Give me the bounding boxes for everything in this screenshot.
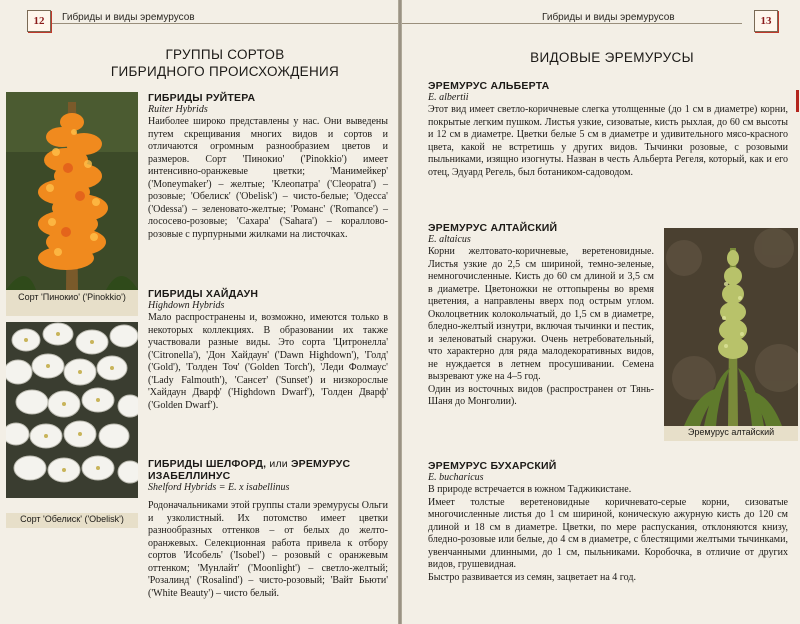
section-heading: ЭРЕМУРУС БУХАРСКИЙ bbox=[428, 460, 557, 472]
left-page bbox=[0, 0, 398, 624]
body-text: Имеет толстые веретеновидные коричневато-серые корни, сизоватые многочисленные листья до 1 см шириной, коническую ажурную кисть до 120 см длиной и 18 см в диаметре. Цветки, по мере распускания, отклоняются книзу, бледно-розовые или белые, до 4 см в диаметре, с блестящими желтыми тычинками, увенчанными длинными, до 1 см, пыльниками. Коробочка, в отличие от других видов, грушевидная. bbox=[428, 496, 788, 570]
section-heading: ЭРЕМУРУС АЛТАЙСКИЙ bbox=[428, 222, 558, 234]
header-rule bbox=[52, 23, 398, 24]
page-number: 13 bbox=[754, 10, 778, 32]
ruiter-section bbox=[148, 92, 388, 241]
caption-altai: Эремурус алтайский bbox=[664, 426, 798, 441]
heading-part: ЭРЕМУРУС ИЗАБЕЛЛИНУС bbox=[148, 458, 351, 482]
highdaun-section bbox=[148, 288, 388, 412]
latin-name: E. albertii bbox=[428, 92, 469, 103]
latin-name: Shelford Hybrids = E. x isabellinus bbox=[148, 482, 290, 493]
heading-part: ГИБРИДЫ ШЕЛФОРД, bbox=[148, 458, 267, 470]
shelford-section bbox=[148, 458, 388, 494]
page-number: 12 bbox=[27, 10, 51, 32]
latin-name: Ruiter Hybrids bbox=[148, 104, 208, 115]
latin-name: E. altaicus bbox=[428, 234, 471, 245]
body-text: Наиболее широко представлены у нас. Они выведены путем скрещивания многих видов и сортов и отличаются огромным разнообразием цветов и размеров. Сорт 'Пинокио' ('Pinokkio') имеет интенсивно-оранжевые цветки; 'Манимейкер' ('Moneymaker') – желтые; 'Клеопатра' ('Cleopatra') – розовые; 'Обелиск' ('Obelisk') – чисто-белые; 'Одесса' ('Odessa') – зеленовато-желтые; 'Романс' ('Romance') – лососево-розовые; 'Сахара' ('Sahara') – кораллово-розовые с пурпурными жилками на листочках. bbox=[148, 116, 388, 240]
shelford-text-wrap bbox=[148, 500, 388, 600]
heading-connector: или bbox=[269, 458, 288, 470]
running-head: Гибриды и виды эремурусов bbox=[62, 12, 195, 23]
section-heading: ГИБРИДЫ ХАЙДАУН bbox=[148, 288, 259, 300]
running-head: Гибриды и виды эремурусов bbox=[542, 12, 675, 23]
body-text: Этот вид имеет светло-коричневые слегка утолщенные (до 1 см в диаметре) корни, покрытые легким пушком. Листья узкие, сизоватые, кисть рыхлая, до 60 см высоты и 12 см в диаметре. Цветки белые 5 см в диаметре и удивительного мясо-красного цвета, какой не встретишь у других видов. Тычинки розовые, с розовыми пыльниками, изящно изогнуты. Назван в честь Альберта Регеля, который, как и его отец, Эдуард Регель, был ботаником-садоводом. bbox=[428, 104, 788, 178]
right-page-header bbox=[402, 8, 800, 30]
flower-image-orange bbox=[6, 92, 138, 290]
caption-obelisk: Сорт 'Обелиск' ('Obelisk') bbox=[6, 513, 138, 528]
latin-name: Highdown Hybrids bbox=[148, 300, 225, 311]
body-text: Родоначальниками этой группы стали эремурусы Ольги и узколистный. Их потомство имеет цветки разнообразных оттенков – от белых до желто-оранжевых. Селекционная работа привела к отбору сортов 'Исобель' ('Isobel') – розовый с оранжевым оттенком; 'Мунлайт' ('Moonlight') – светло-желтый; 'Розалинд' ('Rosalind') – чисто-розовый; 'Вайт Бьюти' ('White Beauty') – чисто белый. bbox=[148, 500, 388, 599]
accent-bar bbox=[796, 90, 799, 112]
section-title: ВИДОВЫЕ ЭРЕМУРУСЫ bbox=[530, 50, 694, 65]
bukhara-section bbox=[428, 460, 788, 584]
section-title-line: ГИБРИДНОГО ПРОИСХОЖДЕНИЯ bbox=[110, 64, 340, 79]
right-page bbox=[402, 0, 800, 624]
body-text: Быстро развивается из семян, зацветает на 4 год. bbox=[428, 571, 636, 583]
altai-section bbox=[428, 222, 654, 409]
obelisk-photo bbox=[6, 322, 138, 498]
altai-photo bbox=[664, 228, 798, 426]
body-text: Корни желтовато-коричневые, веретеновидные. Листья узкие до 2,5 см шириной, темно-зеленые, немногочисленные. Кисть до 60 см длиной и 3,5 см в диаметре. Цветоножки не оттопырены во время цветения, а направлены вверх под острым углом. Околоцветник колокольчатый, до 1,5 см в диаметре, бледно-желтый изнутри, включая тычинки и пестик, и зеленоватый снаружи. Очень нетребовательный, что характерно для ряда малодекоративных видов, не нуждается в летнем просушивании. Семена вызревают уже на 4–5 год. bbox=[428, 246, 654, 382]
body-text: Один из восточных видов (распространен от Тянь-Шаня до Монголии). bbox=[428, 383, 654, 407]
caption-pinokkio: Сорт 'Пинокио' ('Pinokkio') bbox=[6, 290, 138, 316]
left-page-header bbox=[0, 8, 398, 30]
section-title-line: ГРУППЫ СОРТОВ bbox=[165, 47, 285, 62]
section-heading: ГИБРИДЫ РУЙТЕРА bbox=[148, 92, 256, 104]
latin-name: E. bucharicus bbox=[428, 472, 484, 483]
alberta-section bbox=[428, 80, 788, 179]
body-text: В природе встречается в южном Таджикистане. bbox=[428, 484, 632, 495]
pinokkio-photo bbox=[6, 92, 138, 290]
section-heading: ЭРЕМУРУС АЛЬБЕРТА bbox=[428, 80, 550, 92]
flower-image-altai bbox=[664, 228, 798, 426]
header-rule bbox=[402, 23, 742, 24]
flower-image-white bbox=[6, 322, 138, 498]
body-text: Мало распространены и, возможно, имеются только в некоторых коллекциях. В образовании их также участвовали разные виды. Это сорта 'Цитронелла' ('Citronella'), 'Дон Хайдаун' ('Dawn Highdown'), 'Голд' ('Gold'), 'Голден Точ' ('Golden Torch'), 'Леди Фолмаус' ('Lady Falmouth'), 'Сансет' ('Sunset') и низкорослые 'Хайдаун Дварф' ('Highdown Dwarf'), 'Голден Дварф' ('Golden Dwarf'). bbox=[148, 312, 388, 411]
section-heading bbox=[148, 458, 388, 482]
section-title bbox=[60, 46, 390, 80]
